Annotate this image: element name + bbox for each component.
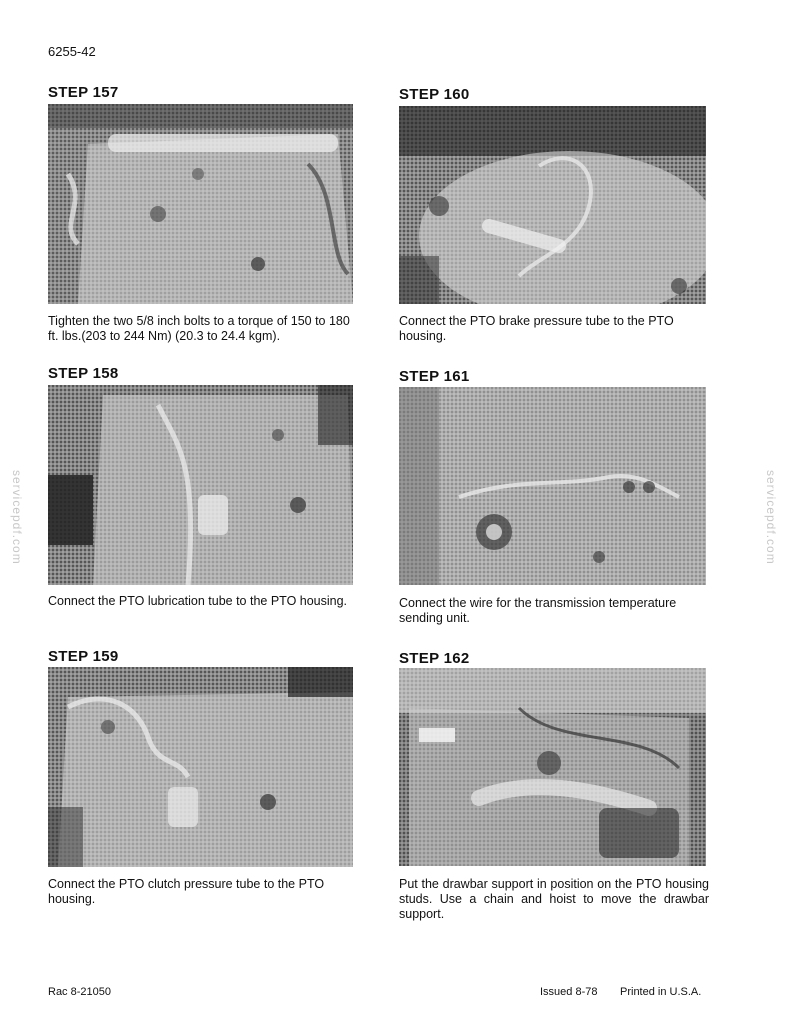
watermark-right: servicepdf.com: [764, 470, 778, 565]
step-157-title: STEP 157: [48, 84, 119, 101]
step-161-caption: Connect the wire for the transmission temperature sending unit.: [399, 596, 677, 625]
watermark-left: servicepdf.com: [10, 470, 24, 565]
step-158-photo: [48, 385, 353, 585]
footer-reference: Rac 8-21050: [48, 986, 111, 998]
step-158-caption: Connect the PTO lubrication tube to the PTO housing.: [48, 594, 348, 608]
step-159-title: STEP 159: [48, 648, 119, 665]
step-162-photo: [399, 668, 706, 866]
page-number: 6255-42: [48, 44, 96, 59]
step-162-caption: Put the drawbar support in position on the PTO housing studs. Use a chain and hoist to move the drawbar support.: [399, 877, 709, 921]
footer-issued: Issued 8-78: [540, 986, 598, 998]
step-160-caption: Connect the PTO brake pressure tube to the PTO housing.: [399, 314, 674, 343]
step-157-photo: [48, 104, 353, 304]
step-161-title: STEP 161: [399, 368, 470, 385]
step-159-caption: Connect the PTO clutch pressure tube to the PTO housing.: [48, 877, 325, 906]
step-160-title: STEP 160: [399, 86, 470, 103]
step-159-photo: [48, 667, 353, 867]
footer-printed: Printed in U.S.A.: [620, 986, 702, 998]
step-162-title: STEP 162: [399, 650, 470, 667]
step-161-photo: [399, 387, 706, 585]
step-158-title: STEP 158: [48, 365, 119, 382]
step-157-caption: Tighten the two 5/8 inch bolts to a torque of 150 to 180 ft. lbs.(203 to 244 Nm) (20.3 to 24.4 kgm).: [48, 314, 350, 343]
step-160-photo: [399, 106, 706, 304]
